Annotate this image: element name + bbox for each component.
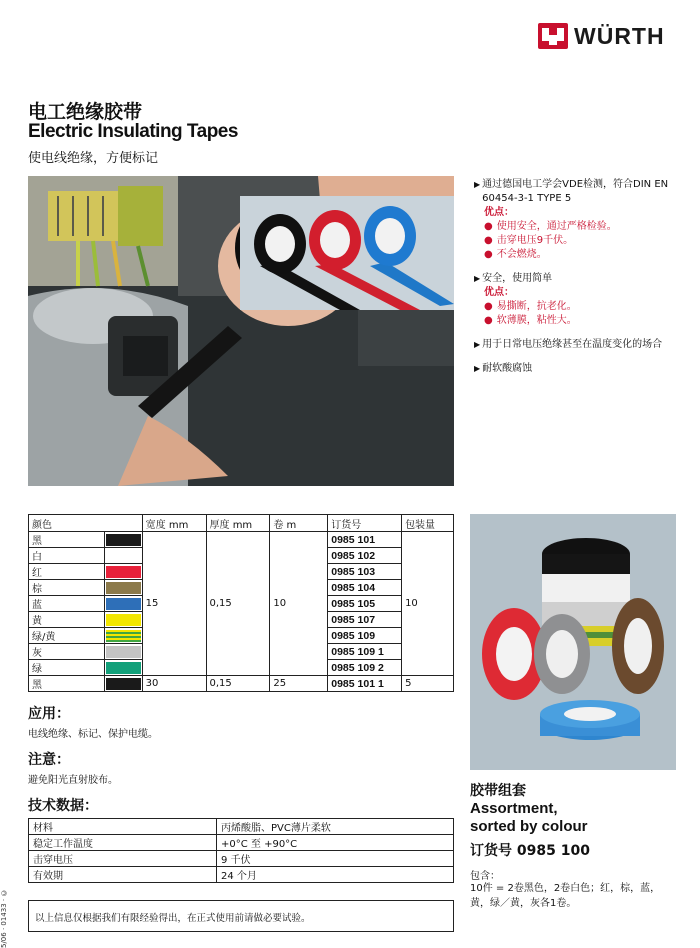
header-width: 宽度 mm — [142, 515, 206, 532]
order-number: 0985 101 — [328, 532, 402, 548]
pack-value: 5 — [402, 676, 454, 692]
color-swatch — [104, 612, 142, 628]
table-row — [29, 532, 454, 548]
color-name: 黑 — [29, 676, 105, 692]
feature-item — [474, 178, 686, 262]
color-name: 红 — [29, 564, 105, 580]
application-text: 电线绝缘、标记、保护电缆。 — [28, 729, 158, 740]
swatch-fill — [106, 614, 141, 626]
color-swatch — [104, 676, 142, 692]
application-title: 应用： — [28, 706, 70, 722]
order-number: 0985 107 — [328, 612, 402, 628]
header-roll: 卷 m — [270, 515, 328, 532]
color-swatch — [104, 548, 142, 564]
group-thickness: 0,15 — [206, 532, 270, 676]
swatch-fill — [106, 630, 141, 642]
wurth-logo — [538, 20, 665, 52]
roll-value: 25 — [270, 676, 328, 692]
assortment-title-en: Assortment, — [470, 800, 558, 817]
color-swatch — [104, 532, 142, 548]
dot-bullet-icon: ● — [484, 301, 493, 312]
dot-bullet-icon: ● — [484, 249, 493, 260]
tech-data-table — [28, 818, 454, 883]
group-width: 15 — [142, 532, 206, 676]
color-swatch — [104, 596, 142, 612]
color-name: 黄 — [29, 612, 105, 628]
advantage-item: ● 软薄膜，粘性大。 — [484, 315, 577, 326]
dot-bullet-icon: ● — [484, 315, 493, 326]
feature-list — [474, 178, 686, 386]
swatch-fill — [106, 678, 141, 690]
triangle-bullet-icon: ▶ — [474, 180, 481, 189]
color-name: 绿/黄 — [29, 628, 105, 644]
assortment-contents-label: 包含： — [470, 871, 500, 882]
order-number: 0985 101 1 — [328, 676, 402, 692]
triangle-bullet-icon: ▶ — [474, 340, 481, 349]
page-subtitle: 使电线绝缘，方便标记 — [28, 151, 159, 166]
table-row: 有效期 24 个月 — [29, 867, 454, 883]
feature-item — [474, 272, 686, 328]
advantage-item: ● 使用安全，通过严格检验。 — [484, 221, 617, 232]
feature-text: 安全，使用简单 — [482, 273, 553, 284]
assortment-order-no: 订货号 0985 100 — [470, 843, 590, 859]
dot-bullet-icon: ● — [484, 235, 493, 246]
order-number: 0985 105 — [328, 596, 402, 612]
color-name: 灰 — [29, 644, 105, 660]
assortment-subtitle-en: sorted by colour — [470, 818, 588, 835]
group-roll: 10 — [270, 532, 328, 676]
caution-title: 注意： — [28, 752, 70, 768]
order-number: 0985 102 — [328, 548, 402, 564]
table-row: 击穿电压 9 千伏 — [29, 851, 454, 867]
order-number: 0985 109 — [328, 628, 402, 644]
dot-bullet-icon: ● — [484, 221, 493, 232]
wurth-logo-mark-icon — [538, 21, 568, 51]
table-row — [29, 676, 454, 692]
tape-rolls-illustration — [240, 196, 454, 310]
assortment-contents: 10件 = 2卷黑色，2卷白色；红，棕，蓝，黄，绿／黄，灰各1卷。 — [470, 883, 661, 909]
disclaimer-box: 以上信息仅根据我们有限经验得出，在正式使用前请做必要试验。 — [28, 900, 454, 932]
color-name: 绿 — [29, 660, 105, 676]
advantage-item: ● 不会燃烧。 — [484, 249, 547, 260]
color-swatch — [104, 580, 142, 596]
order-number: 0985 104 — [328, 580, 402, 596]
swatch-fill — [106, 550, 141, 562]
color-name: 棕 — [29, 580, 105, 596]
color-swatch — [104, 644, 142, 660]
feature-item — [474, 338, 686, 352]
assortment-title-cn: 胶带组套 — [470, 783, 526, 799]
width-value: 30 — [142, 676, 206, 692]
document-code: 5/06 · 01433 · © — [0, 888, 8, 948]
triangle-bullet-icon: ▶ — [474, 364, 481, 373]
feature-text: 通过德国电工学会VDE检测，符合DIN EN 60454-3-1 TYPE 5 — [482, 179, 669, 204]
table-row: 材料 丙烯酸脂、PVC薄片柔软 — [29, 819, 454, 835]
swatch-fill — [106, 662, 141, 674]
brand-name: WÜRTH — [574, 22, 665, 49]
color-name: 白 — [29, 548, 105, 564]
header-thickness: 厚度 mm — [206, 515, 270, 532]
product-table — [28, 514, 454, 692]
assortment-photo — [470, 514, 676, 770]
color-swatch — [104, 564, 142, 580]
order-number: 0985 109 1 — [328, 644, 402, 660]
triangle-bullet-icon: ▶ — [474, 274, 481, 283]
feature-item — [474, 362, 686, 376]
advantages-label: 优点： — [484, 287, 514, 298]
advantages-label: 优点： — [484, 207, 514, 218]
page-title-cn: 电工绝缘胶带 — [28, 101, 143, 123]
swatch-fill — [106, 566, 141, 578]
caution-text: 避免阳光直射胶布。 — [28, 775, 118, 786]
advantage-item: ● 易撕断，抗老化。 — [484, 301, 577, 312]
color-swatch — [104, 660, 142, 676]
thickness-value: 0,15 — [206, 676, 270, 692]
order-number: 0985 103 — [328, 564, 402, 580]
swatch-fill — [106, 582, 141, 594]
feature-text: 用于日常电压绝缘甚至在温度变化的场合 — [482, 339, 663, 350]
order-number: 0985 109 2 — [328, 660, 402, 676]
feature-text: 耐软酸腐蚀 — [482, 363, 533, 374]
group-pack: 10 — [402, 532, 454, 676]
swatch-fill — [106, 598, 141, 610]
tape-assortment-illustration — [470, 514, 676, 770]
tech-data-title: 技术数据： — [28, 798, 98, 814]
color-name: 蓝 — [29, 596, 105, 612]
header-order-no: 订货号 — [328, 515, 402, 532]
table-row: 稳定工作温度 +0°C 至 +90°C — [29, 835, 454, 851]
header-pack: 包装量 — [402, 515, 454, 532]
color-name: 黑 — [29, 532, 105, 548]
header-color: 颜色 — [29, 515, 143, 532]
advantage-item: ● 击穿电压9千伏。 — [484, 235, 574, 246]
table-header-row — [29, 515, 454, 532]
swatch-fill — [106, 534, 141, 546]
tape-rolls-inset-photo — [240, 196, 454, 310]
color-swatch — [104, 628, 142, 644]
swatch-fill — [106, 646, 141, 658]
page-title-en: Electric Insulating Tapes — [28, 121, 238, 142]
